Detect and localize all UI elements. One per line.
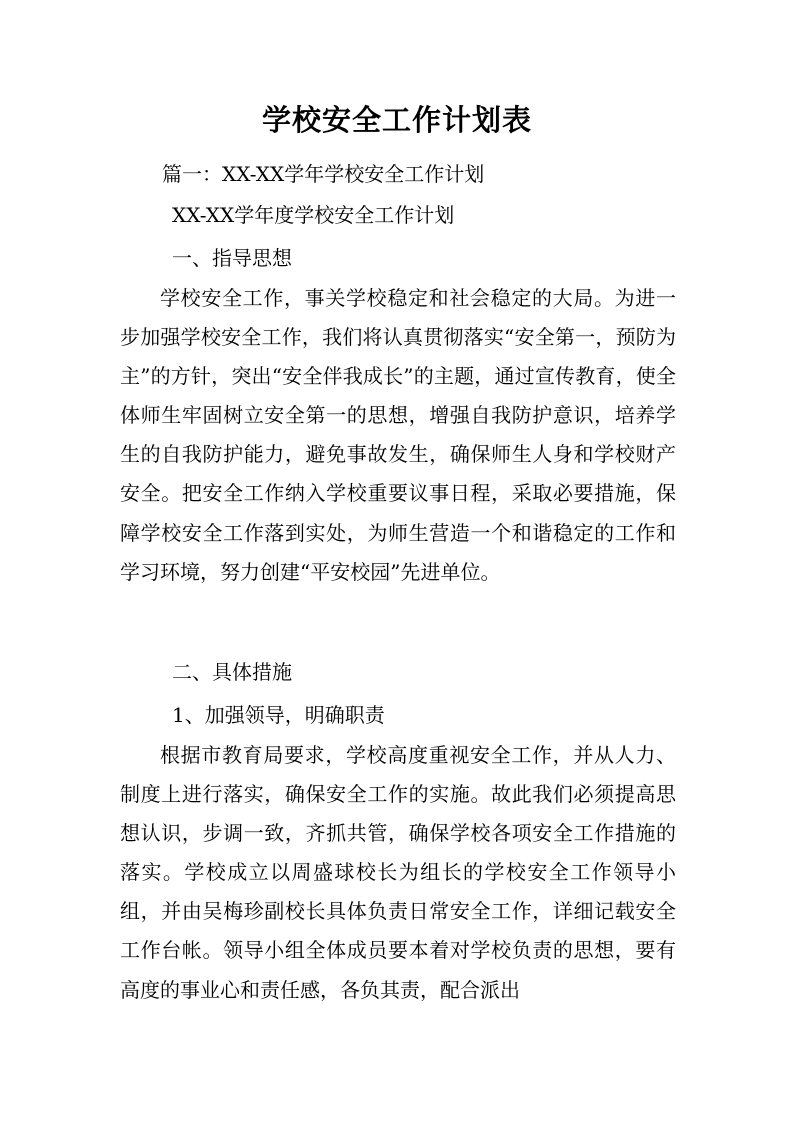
- leadership-paragraph: 根据市教育局要求，学校高度重视安全工作，并从人力、制度上进行落实，确保安全工作的实施。故此我们必须提高思想认识，步调一致，齐抓共管，确保学校各项安全工作措施的落实。学校成立以周盛球校长为组长的学校安全工作领导小组，并由吴梅珍副校长具体负责日常安全工作，详细记载安全工作台帐。领导小组全体成员要本着对学校负责的思想，要有高度的事业心和责任感，各负其责，配合派出: [120, 743, 676, 1002]
- document-title: 学校安全工作计划表: [261, 103, 532, 137]
- subsection-heading-leadership: 1、加强领导，明确职责: [172, 703, 385, 727]
- document-subtitle: XX-XX学年度学校安全工作计划: [172, 203, 455, 227]
- section-heading-specific-measures: 二、具体措施: [172, 660, 292, 684]
- article-heading: 篇一：XX-XX学年学校安全工作计划: [162, 162, 485, 186]
- section-heading-guiding-ideology: 一、指导思想: [172, 246, 292, 270]
- guiding-ideology-paragraph: 学校安全工作，事关学校稳定和社会稳定的大局。为进一步加强学校安全工作，我们将认真贯彻落实“安全第一，预防为主”的方针，突出“安全伴我成长”的主题，通过宣传教育，使全体师生牢固树立安全第一的思想，增强自我防护意识，培养学生的自我防护能力，避免事故发生，确保师生人身和学校财产安全。把安全工作纳入学校重要议事日程，采取必要措施，保障学校安全工作落到实处，为师生营造一个和谐稳定的工作和学习环境，努力创建“平安校园”先进单位。: [120, 286, 676, 584]
